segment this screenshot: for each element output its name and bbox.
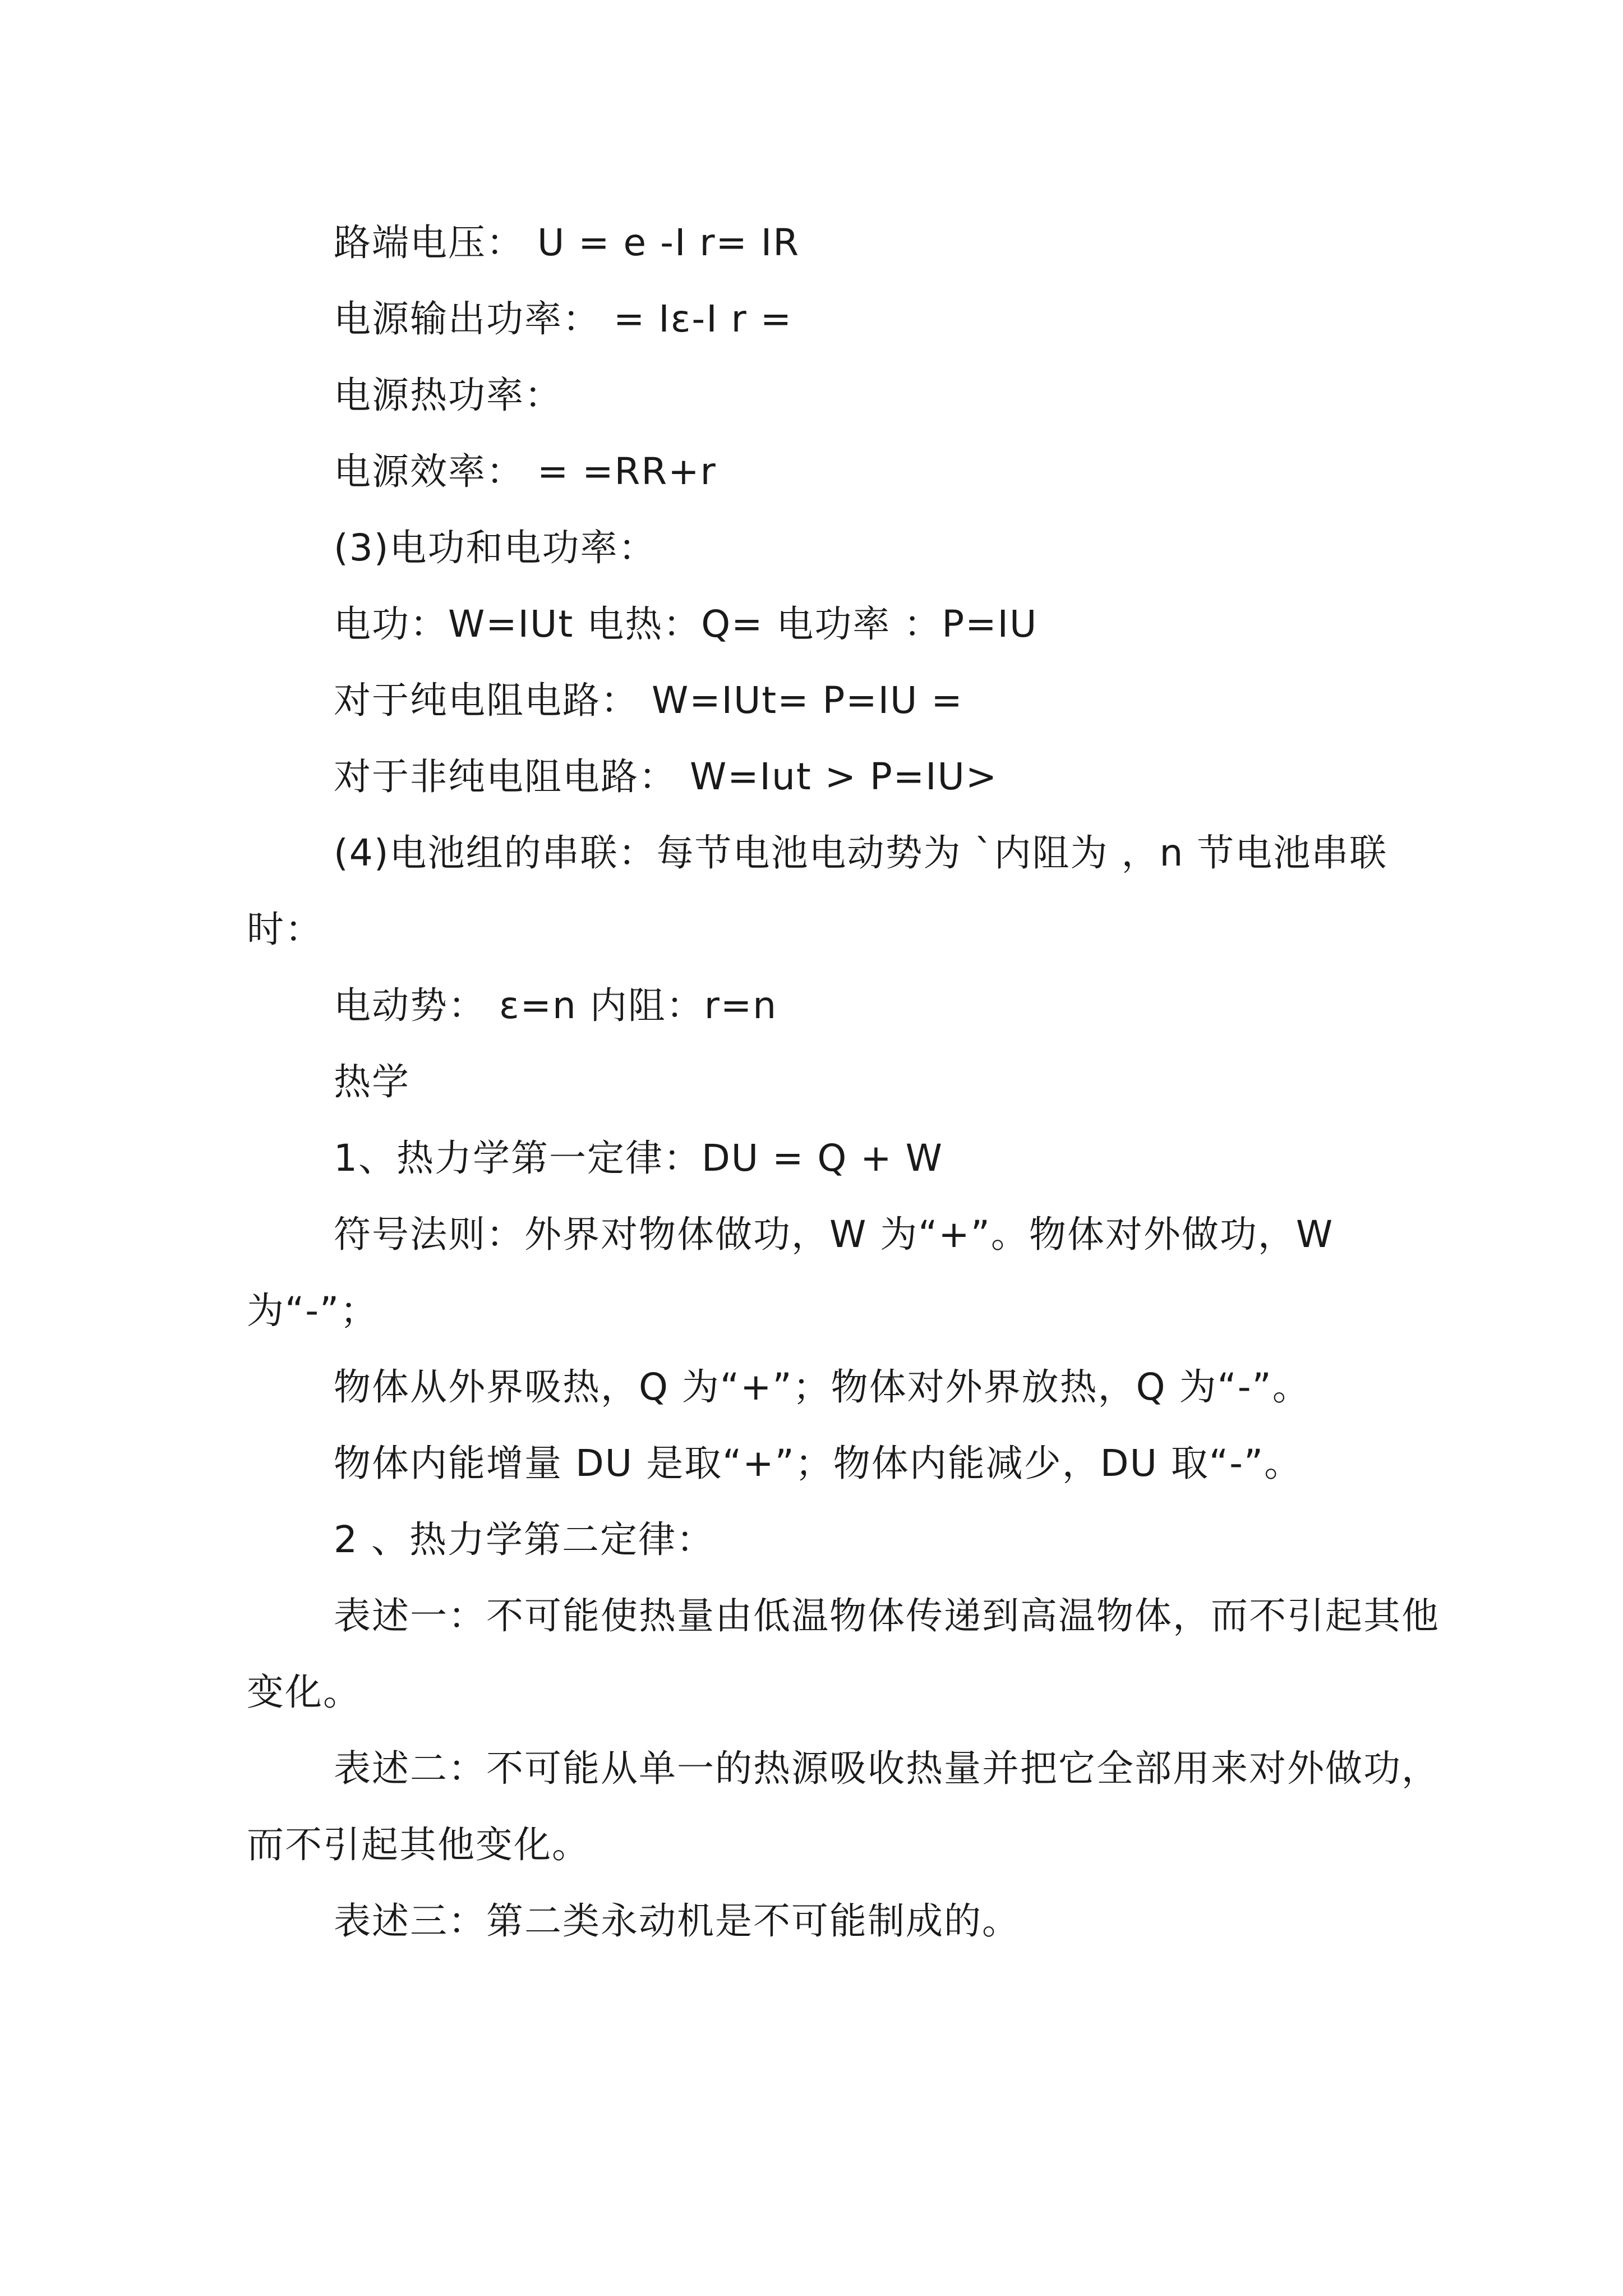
- paragraph-first-law: 1、热力学第一定律：DU = Q + W: [334, 1137, 943, 1180]
- paragraph-terminal-voltage: 路端电压： U = e -I r= IR: [334, 221, 800, 264]
- paragraph-statement-one: 表述一：不可能使热量由低温物体传递到高温物体，而不引起其他变化。: [247, 1594, 1440, 1714]
- paragraph-statement-two: 表述二：不可能从单一的热源吸收热量并把它全部用来对外做功，而不引起其他变化。: [247, 1747, 1440, 1866]
- paragraph-section-3-heading: (3)电功和电功率：: [334, 526, 657, 569]
- paragraph-sign-rule-work: 符号法则：外界对物体做功，W 为“+”。物体对外做功，W 为“-”；: [247, 1213, 1334, 1332]
- paragraph-battery-series: (4)电池组的串联：每节电池电动势为 `内阻为 ，n 节电池串联时：: [247, 831, 1388, 951]
- paragraph-non-pure-resistive: 对于非纯电阻电路： W=Iut > P=IU>: [334, 755, 998, 798]
- paragraph-statement-three: 表述三：第二类永动机是不可能制成的。: [334, 1899, 1020, 1943]
- paragraph-work-power: 电功：W=IUt 电热：Q= 电功率 ：P=IU: [334, 602, 1038, 646]
- paragraph-second-law-heading: 2 、热力学第二定律：: [334, 1518, 714, 1561]
- paragraph-emf-internal-resistance: 电动势： ε=n 内阻：r=n: [334, 984, 778, 1027]
- paragraph-efficiency: 电源效率： = =RR+r: [334, 450, 717, 493]
- paragraph-sign-rule-internal-energy: 物体内能增量 DU 是取“+”；物体内能减少，DU 取“-”。: [334, 1442, 1303, 1485]
- paragraph-heat-power: 电源热功率：: [334, 374, 562, 417]
- paragraph-sign-rule-heat: 物体从外界吸热，Q 为“+”；物体对外界放热，Q 为“-”。: [334, 1365, 1311, 1409]
- paragraph-pure-resistive: 对于纯电阻电路： W=IUt= P=IU =: [334, 679, 963, 722]
- document-body: [247, 205, 1453, 1959]
- paragraph-thermodynamics-heading: 热学: [334, 1060, 410, 1103]
- paragraph-output-power: 电源输出功率： = Iε-I r =: [334, 297, 793, 341]
